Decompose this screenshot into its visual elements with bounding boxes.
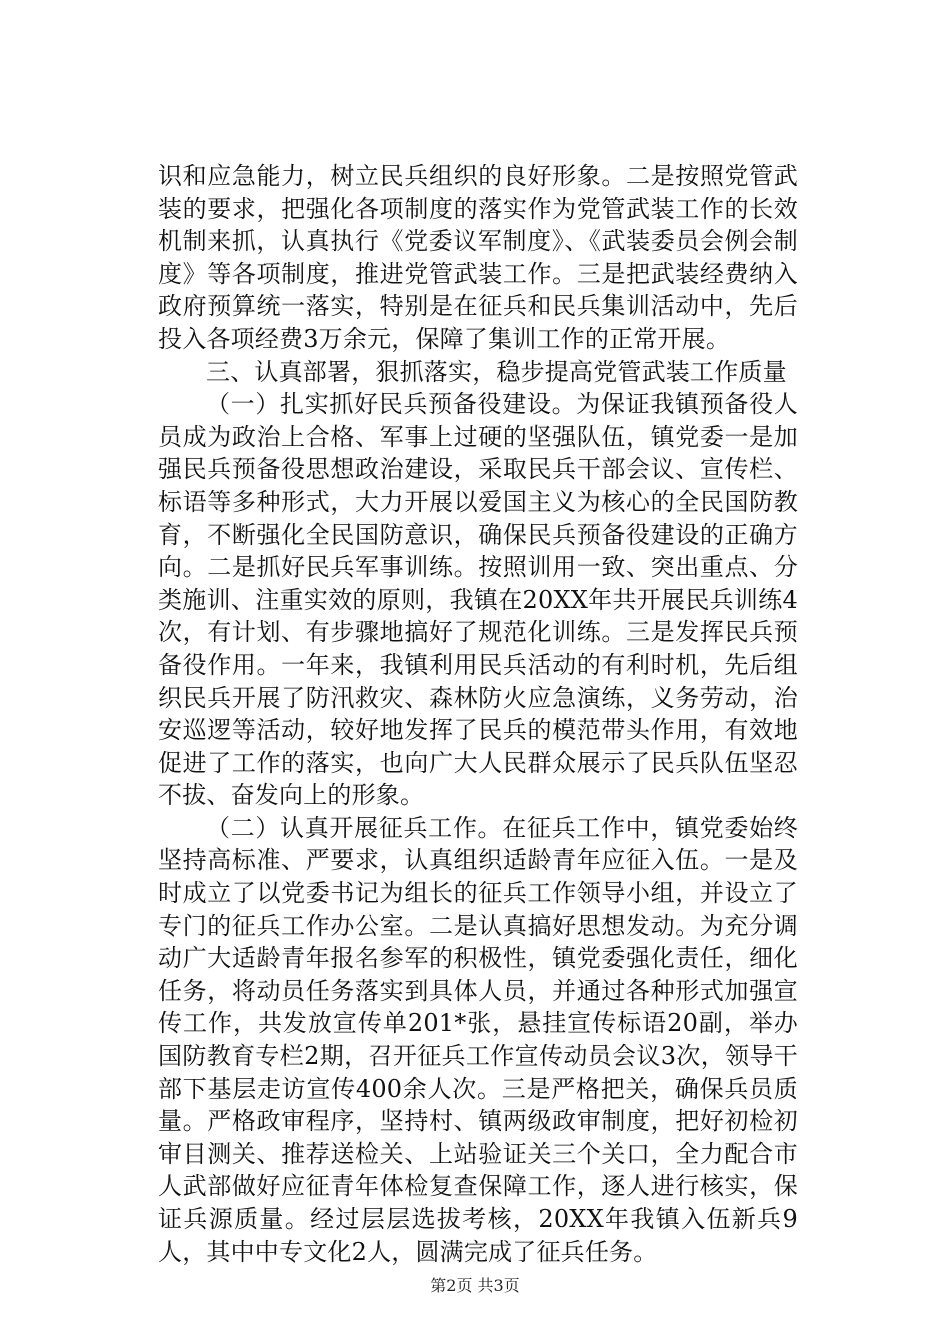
paragraph-continuation: 识和应急能力，树立民兵组织的良好形象。二是按照党管武装的要求，把强化各项制度的落实作为党管武装工作的长效机制来抓，认真执行《党委议军制度》、《武装委员会例会制度》等各项制度，推进党管武装工作。三是把武装经费纳入政府预算统一落实，特别是在征兵和民兵集训活动中，先后投入各项经费3万余元，保障了集训工作的正常开展。: [158, 162, 798, 353]
section-heading-three: 三、认真部署，狠抓落实，稳步提高党管武装工作质量: [206, 357, 787, 386]
paragraph-militia-reserve: （一）扎实抓好民兵预备役建设。为保证我镇预备役人员成为政治上合格、军事上过硬的坚强队伍，镇党委一是加强民兵预备役思想政治建设，采取民兵干部会议、宣传栏、标语等多种形式，大力开展以爱国主义为核心的全民国防教育，不断强化全民国防意识，确保民兵预备役建设的正确方向。二是抓好民兵军事训练。按照训用一致、突出重点、分类施训、注重实效的原则，我镇在20XX年共开展民兵训练4次，有计划、有步骤地搞好了规范化训练。三是发挥民兵预备役作用。一年来，我镇利用民兵活动的有利时机，先后组织民兵开展了防汛救灾、森林防火应急演练，义务劳动，治安巡逻等活动，较好地发挥了民兵的模范带头作用，有效地促进了工作的落实，也向广大人民群众展示了民兵队伍坚忍不拔、奋发向上的形象。: [158, 390, 798, 810]
document-body: [158, 160, 798, 1268]
paragraph-conscription: （二）认真开展征兵工作。在征兵工作中，镇党委始终坚持高标准、严要求，认真组织适龄青年应征入伍。一是及时成立了以党委书记为组长的征兵工作领导小组，并设立了专门的征兵工作办公室。二是认真搞好思想发动。为充分调动广大适龄青年报名参军的积极性，镇党委强化责任，细化任务，将动员任务落实到具体人员，并通过各种形式加强宣传工作，共发放宣传单201*张，悬挂宣传标语20副，举办国防教育专栏2期，召开征兵工作宣传动员会议3次，领导干部下基层走访宣传400余人次。三是严格把关，确保兵员质量。严格政审程序，坚持村、镇两级政审制度，把好初检初审目测关、推荐送检关、上站验证关三个关口，全力配合市人武部做好应征青年体检复查保障工作，逐人进行核实，保证兵源质量。经过层层选拔考核，20XX年我镇入伍新兵9人，其中中专文化2人，圆满完成了征兵任务。: [158, 813, 798, 1266]
page-number-footer: 第2页 共3页: [430, 1276, 520, 1295]
